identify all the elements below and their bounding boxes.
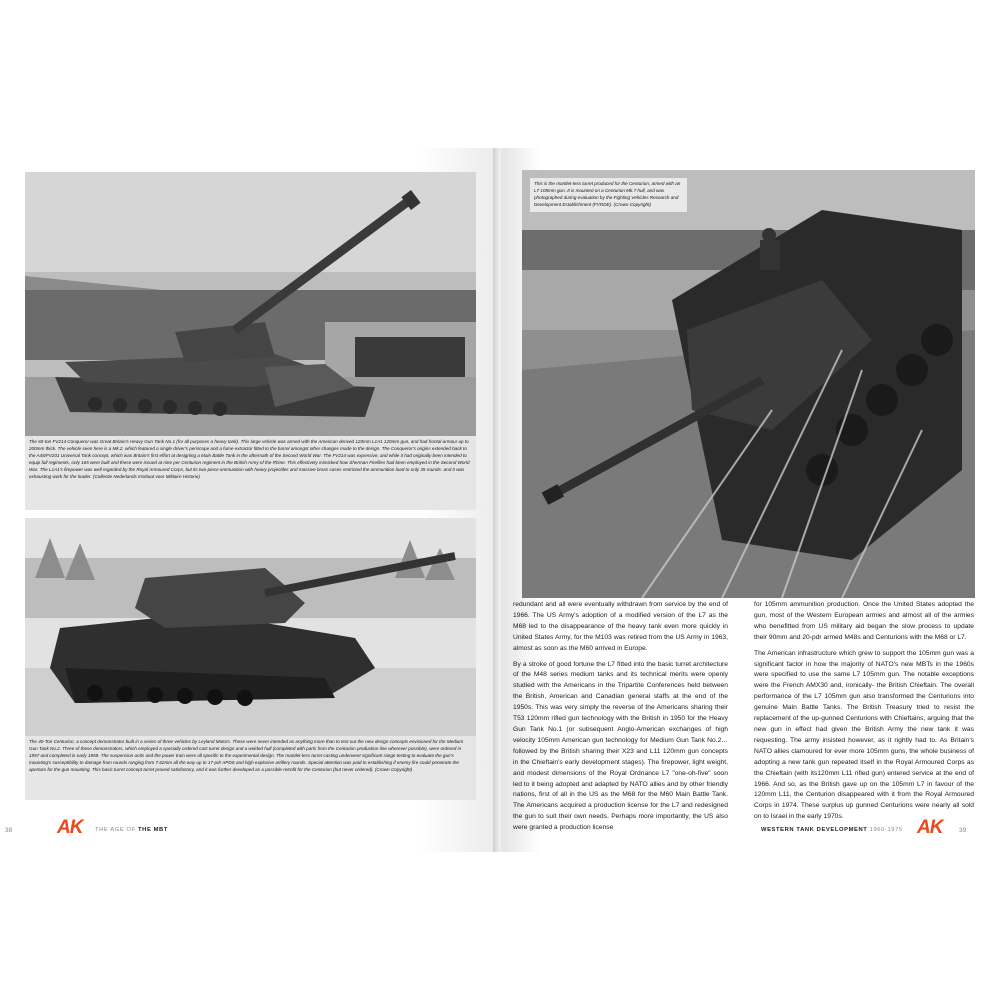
- centurion-demonstrator-photo: [25, 518, 476, 736]
- body-paragraph: By a stroke of good fortune the L7 fitted into the basic turret architecture of the M48 series medium tanks and its technical merits were openly studied with the Americans in the Tripartite Conferences held between the British, American and Canadian general staffs at the end of the 1950s. This was very simply the reverse of the Americans sharing their T53 120mm rifled gun technology with the British in 1950 for the Heavy Gun Tank No.1 (or subsequent Anglo-American exchanges of high velocity 105mm American gun technology for Medium Gun Tank No.2… followed by the British sharing their X23 and L11 120mm gun concepts in the Chieftain's early development stages). The firepower, light weight, and modest dimensions of the Royal Ordnance L7 "one-oh-five" soon led to it being adopted and adapted by NATO allies and by other friendly nations, first of all in the US as the M68 for the M60 Main Battle Tank. The Americans acquired a production license for the L7 and redesigned the gun to suit their own needs. Perhaps more importantly, the US also were granted a production license: [513, 660, 728, 832]
- page-number-right: 39: [959, 827, 967, 834]
- body-paragraph: for 105mm ammunition production. Once the United States adopted the gun, most of the Western European armies and almost all of the armies who benefitted from US military aid began the slow process to update their 90mm and 20-pdr armed M48s and Centurions with the M68 or L7.: [754, 601, 974, 641]
- body-column-1: [513, 600, 728, 844]
- centurion-l7-caption: This is the mantlet-less turret produced for the Centurion, armed with an L7 105mm gun. It is mounted on a Centurion Mk.7 hull, and was photographed during evaluation by the Fighting Vehicles Research and Development Establishment (FVRDE). (Crown Copyright): [530, 178, 687, 212]
- page-number-left: 38: [5, 827, 13, 834]
- tank-photo-icon: [25, 518, 476, 736]
- body-paragraph: redundant and all were eventually withdrawn from service by the end of 1966. The US Army's adoption of a modified version of the L7 as the M68 led to the disappearance of the heavy tank even more quickly in United States Army, for the M103 was retired from the US Army in 1963, almost as soon as the M60 arrived in Europe.: [513, 601, 728, 652]
- running-title-left: [95, 827, 168, 833]
- body-column-2: [754, 600, 974, 844]
- running-title-years: 1960-1975: [869, 827, 903, 833]
- ak-logo: AK: [917, 817, 943, 838]
- tank-photo-icon: [25, 172, 476, 436]
- running-title-right: [761, 827, 903, 833]
- centurion-l7-photo: [522, 170, 975, 598]
- running-title-prefix: THE AGE OF: [95, 827, 136, 833]
- conqueror-photo: [25, 172, 476, 436]
- tank-photo-icon: [522, 170, 975, 598]
- book-gutter: [493, 148, 501, 852]
- centurion-demonstrator-caption: The 40-Ton Centurion, a concept demonstrator built in a series of three vehicles by Leyland Motors. These were never intended as anything more than to test out the new design concepts envisioned for the Medium Gun Tank No.2. Three of these demonstrators, which employed a specially ordered cast turret design and a welded hull (completed with parts from the Centurion production line wherever possible), were ordered in 1957 and completed in early 1959. The suspension units and the power train were all specific to the experimental design. The mantlet-less turret casting underwent significant range testing to evaluate the gun's mounting's susceptibility to damage from rounds ranging from 7.62mm all the way up to 17-pdr APDS and high explosive artillery rounds. Special attention was paid to establishing if enemy fire could penetrate the aperture for the gun mounting. This basic turret concept turret proved satisfactory, and it was further developed as a possible retrofit for the Centurion (but never ordered). (Crown Copyright): [25, 736, 476, 800]
- conqueror-caption: The 65-ton FV214 Conqueror was Great Britain's Heavy Gun Tank No.1 (for all purposes a heavy tank). This large vehicle was armed with the American derived 120mm L1A1 120mm gun, and had frontal armour up to 200mm thick. The vehicle seen here is a Mk.2, which featured a single driver's periscope and a fume extractor fitted to the barrel amongst other changes made to the design. The Conqueror's origins extended back to the A45/FV201 Universal Tank concept, which was Britain's first effort at designing a Main Battle Tank in the aftermath of the Second World War. The FV214 was expensive, and while it had originally been intended to equip full regiments, only 165 were built and these were issued at nine per Centurion regiment in the British Army of the Rhine. This effectively mimicked how Sherman Fireflies had been employed in the Second World War. The L1A1's firepower was well regarded by the Royal Armoured Corps, but its two-piece ammunition with heavy projectiles and massive brass cases restricted the ammunition load to only 35 rounds- and it was exhausting work for the loader. (Collectie Nederlands Instituut voor Militaire Historie): [25, 436, 476, 510]
- running-title-bold: WESTERN TANK DEVELOPMENT: [761, 827, 868, 833]
- ak-logo: AK: [57, 817, 83, 838]
- running-title-bold: THE MBT: [138, 827, 168, 833]
- left-page: [0, 148, 493, 852]
- body-paragraph: The American infrastructure which grew to support the 105mm gun was a significant factor in how the majority of NATO's new MBTs in the 1960s were specified to use the same L7 105mm gun. The notable exceptions were the French AMX30 and, ironically- the British Chieftain. The overall performance of the L7 105mm gun also transformed the Centurions into genuine Main Battle Tanks. The British Treasury tried to resist the replacement of the up-gunned Centurions with Chieftains, arguing that the new gun in effect had given the British Army the new tank it was requesting. The army insisted however, as it rightly had to. As Britain's NATO allies clamoured for ever more 105mm guns, the whole business of adopting a new tank gun repeated itself in the Royal Armoured Corps as the Chieftain (with its120mm L11 rifled gun) entered service at the end of 1966. And so, as the British gave up on the 105mm L7 in favour of the 120mm L11, the Centurion disappeared with it from the Royal Armoured Corps in 1974. These surplus up gunned Centurions were nearly all sold on to Israel in the early 1970s.: [754, 649, 974, 821]
- right-page: [501, 148, 1000, 852]
